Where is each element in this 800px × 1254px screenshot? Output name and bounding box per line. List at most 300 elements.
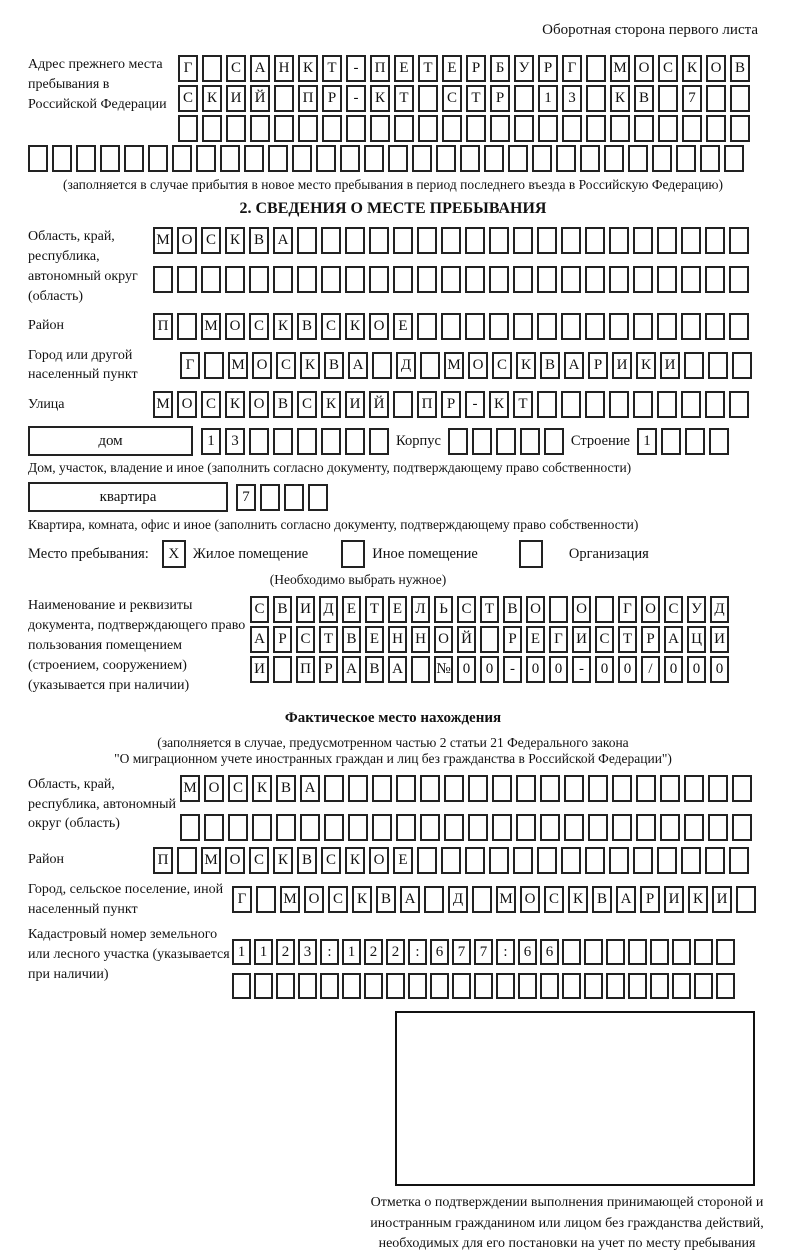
- char-box: [514, 85, 534, 112]
- char-box: [177, 266, 197, 293]
- char-box: [225, 266, 245, 293]
- document-row-3: [250, 656, 729, 683]
- char-box: В: [634, 85, 654, 112]
- char-box: А: [388, 656, 407, 683]
- char-box: [364, 973, 383, 999]
- char-box: [496, 973, 515, 999]
- korpus-label: Корпус: [396, 432, 441, 449]
- char-box: [396, 775, 416, 802]
- char-box: [612, 814, 632, 841]
- header-note: Оборотная сторона первого листа: [542, 22, 758, 38]
- char-box: [417, 313, 437, 340]
- char-box: [636, 775, 656, 802]
- fact-raion-group: [28, 847, 758, 874]
- char-box: И: [710, 626, 729, 653]
- char-box: [537, 266, 557, 293]
- char-box: [516, 775, 536, 802]
- char-box: 1: [201, 428, 221, 455]
- char-box: [681, 847, 701, 874]
- char-box: Е: [393, 313, 413, 340]
- char-box: [372, 775, 392, 802]
- char-box: М: [280, 886, 300, 913]
- char-box: [298, 973, 317, 999]
- char-box: [177, 847, 197, 874]
- char-box: [606, 939, 625, 965]
- char-box: [660, 775, 680, 802]
- char-box: [492, 775, 512, 802]
- char-box: Й: [250, 85, 270, 112]
- prev-address-section: [28, 55, 758, 142]
- char-box: [322, 115, 342, 142]
- char-box: [732, 814, 752, 841]
- char-box: :: [408, 939, 427, 965]
- char-box: М: [153, 227, 173, 254]
- char-box: [468, 814, 488, 841]
- char-box: Н: [411, 626, 430, 653]
- char-box: [490, 115, 510, 142]
- char-box: 6: [430, 939, 449, 965]
- char-box: Е: [526, 626, 545, 653]
- char-box: [700, 145, 720, 172]
- char-box: [684, 352, 704, 379]
- char-box: А: [250, 55, 270, 82]
- char-box: [634, 115, 654, 142]
- char-box: [537, 313, 557, 340]
- char-box: М: [201, 847, 221, 874]
- fact-gorod-row: [232, 886, 756, 913]
- char-box: [465, 266, 485, 293]
- char-box: №: [434, 656, 453, 683]
- char-box: С: [250, 596, 269, 623]
- char-box: [388, 145, 408, 172]
- char-box: [708, 814, 728, 841]
- char-box: Р: [322, 85, 342, 112]
- char-box: [420, 775, 440, 802]
- char-box: [708, 775, 728, 802]
- char-box: [561, 266, 581, 293]
- char-box: [244, 145, 264, 172]
- gorod-row: [180, 352, 752, 379]
- fact-intro-1: (заполняется в случае, предусмотренном частью 2 статьи 21 Федерального закона: [157, 734, 629, 750]
- char-box: [585, 227, 605, 254]
- char-box: [609, 266, 629, 293]
- char-box: [681, 313, 701, 340]
- char-box: [273, 428, 293, 455]
- char-box: О: [249, 391, 269, 418]
- char-box: 1: [254, 939, 273, 965]
- char-box: Т: [618, 626, 637, 653]
- char-box: [364, 145, 384, 172]
- char-box: [538, 115, 558, 142]
- char-box: Д: [710, 596, 729, 623]
- char-box: Г: [562, 55, 582, 82]
- char-box: Й: [457, 626, 476, 653]
- char-box: Р: [640, 886, 660, 913]
- char-box: [706, 85, 726, 112]
- checkbox-inoe: [341, 540, 365, 568]
- char-box: [369, 266, 389, 293]
- char-box: Т: [466, 85, 486, 112]
- dom-field-rect: дом: [28, 426, 193, 456]
- char-box: В: [273, 596, 292, 623]
- char-box: [394, 115, 414, 142]
- char-box: [513, 227, 533, 254]
- kadastr-row-2: [232, 973, 735, 999]
- char-box: М: [228, 352, 248, 379]
- char-box: О: [177, 227, 197, 254]
- char-box: И: [664, 886, 684, 913]
- char-box: С: [249, 313, 269, 340]
- char-box: [153, 266, 173, 293]
- char-box: [709, 428, 729, 455]
- char-box: К: [682, 55, 702, 82]
- char-box: К: [273, 313, 293, 340]
- char-box: [418, 115, 438, 142]
- char-box: [308, 484, 328, 511]
- char-box: М: [201, 313, 221, 340]
- char-box: [730, 85, 750, 112]
- char-box: -: [346, 55, 366, 82]
- char-box: В: [297, 313, 317, 340]
- char-box: О: [369, 313, 389, 340]
- char-box: О: [225, 313, 245, 340]
- char-box: [492, 814, 512, 841]
- char-box: М: [496, 886, 516, 913]
- checkbox-org: [519, 540, 543, 568]
- char-box: У: [514, 55, 534, 82]
- char-box: С: [228, 775, 248, 802]
- char-box: Т: [418, 55, 438, 82]
- char-box: И: [345, 391, 365, 418]
- char-box: С: [276, 352, 296, 379]
- char-box: [345, 428, 365, 455]
- kadastr-row-1: [232, 939, 735, 965]
- char-box: [345, 266, 365, 293]
- char-box: К: [345, 313, 365, 340]
- char-box: И: [226, 85, 246, 112]
- char-box: Г: [232, 886, 252, 913]
- char-box: С: [226, 55, 246, 82]
- char-box: В: [592, 886, 612, 913]
- char-box: -: [346, 85, 366, 112]
- char-box: [729, 313, 749, 340]
- char-box: Е: [442, 55, 462, 82]
- char-box: [585, 847, 605, 874]
- char-box: 0: [687, 656, 706, 683]
- char-box: [672, 939, 691, 965]
- char-box: С: [297, 391, 317, 418]
- char-box: О: [706, 55, 726, 82]
- opt-zhiloe-label: Жилое помещение: [192, 545, 309, 562]
- char-box: [724, 145, 744, 172]
- char-box: 0: [664, 656, 683, 683]
- char-box: Й: [369, 391, 389, 418]
- char-box: 3: [298, 939, 317, 965]
- char-box: [411, 656, 430, 683]
- char-box: Т: [365, 596, 384, 623]
- char-box: С: [296, 626, 315, 653]
- char-box: [633, 391, 653, 418]
- char-box: С: [178, 85, 198, 112]
- char-box: [249, 266, 269, 293]
- char-box: К: [352, 886, 372, 913]
- char-box: И: [572, 626, 591, 653]
- kvartira-cells: [236, 484, 328, 511]
- char-box: [562, 939, 581, 965]
- char-box: [513, 847, 533, 874]
- char-box: К: [568, 886, 588, 913]
- fact-oblast-label: Область, край, республика, автономный округ (область): [28, 776, 177, 832]
- char-box: [348, 775, 368, 802]
- char-box: [705, 227, 725, 254]
- char-box: К: [252, 775, 272, 802]
- fact-raion-row: [153, 847, 749, 874]
- char-box: С: [492, 352, 512, 379]
- char-box: В: [376, 886, 396, 913]
- char-box: [298, 115, 318, 142]
- char-box: В: [503, 596, 522, 623]
- char-box: [441, 313, 461, 340]
- char-box: [586, 55, 606, 82]
- char-box: [284, 484, 304, 511]
- char-box: [585, 313, 605, 340]
- char-box: О: [225, 847, 245, 874]
- char-box: К: [225, 391, 245, 418]
- char-box: М: [444, 352, 464, 379]
- char-box: [657, 847, 677, 874]
- char-box: [274, 85, 294, 112]
- mesto-label: Место пребывания:: [28, 545, 149, 562]
- char-box: 0: [457, 656, 476, 683]
- char-box: [489, 847, 509, 874]
- char-box: [556, 145, 576, 172]
- char-box: [518, 973, 537, 999]
- char-box: [561, 313, 581, 340]
- char-box: Т: [394, 85, 414, 112]
- char-box: А: [348, 352, 368, 379]
- char-box: [716, 973, 735, 999]
- char-box: [324, 814, 344, 841]
- char-box: П: [153, 847, 173, 874]
- char-box: [480, 626, 499, 653]
- fact-gorod-label: Город, сельское поселение, иной населенный пункт: [28, 881, 224, 917]
- gorod-group: [28, 346, 758, 386]
- char-box: [444, 775, 464, 802]
- char-box: С: [328, 886, 348, 913]
- char-box: К: [370, 85, 390, 112]
- stamp-caption: Отметка о подтверждении выполнения принимающей стороной и иностранным гражданином или лицом без гражданства действий, необходимых для его постановки на учет по месту пребывания: [370, 1195, 764, 1251]
- char-box: 1: [538, 85, 558, 112]
- char-box: [661, 428, 681, 455]
- char-box: В: [249, 227, 269, 254]
- char-box: Р: [490, 85, 510, 112]
- char-box: [172, 145, 192, 172]
- char-box: [628, 145, 648, 172]
- char-box: [472, 428, 492, 455]
- char-box: [732, 352, 752, 379]
- char-box: М: [610, 55, 630, 82]
- char-box: 3: [225, 428, 245, 455]
- char-box: Ц: [687, 626, 706, 653]
- char-box: [585, 391, 605, 418]
- char-box: [584, 939, 603, 965]
- char-box: [274, 115, 294, 142]
- char-box: Р: [319, 656, 338, 683]
- korpus-cells: [448, 428, 564, 455]
- char-box: С: [321, 847, 341, 874]
- char-box: О: [520, 886, 540, 913]
- char-box: [549, 596, 568, 623]
- char-box: :: [496, 939, 515, 965]
- char-box: [705, 391, 725, 418]
- char-box: [586, 85, 606, 112]
- char-box: В: [730, 55, 750, 82]
- char-box: [232, 973, 251, 999]
- char-box: [633, 847, 653, 874]
- char-box: 2: [364, 939, 383, 965]
- char-box: О: [526, 596, 545, 623]
- char-box: К: [636, 352, 656, 379]
- char-box: [540, 973, 559, 999]
- char-box: [516, 814, 536, 841]
- prev-address-row-3: [178, 115, 750, 142]
- char-box: [730, 115, 750, 142]
- char-box: К: [610, 85, 630, 112]
- fact-raion-label: Район: [28, 852, 64, 868]
- char-box: И: [712, 886, 732, 913]
- prev-address-row-4: [28, 145, 758, 172]
- char-box: О: [204, 775, 224, 802]
- char-box: [369, 428, 389, 455]
- char-box: К: [321, 391, 341, 418]
- char-box: [537, 391, 557, 418]
- char-box: Р: [588, 352, 608, 379]
- char-box: [348, 814, 368, 841]
- oblast-group: [28, 227, 758, 307]
- char-box: [676, 145, 696, 172]
- ulitsa-row: [153, 391, 749, 418]
- char-box: П: [153, 313, 173, 340]
- char-box: [430, 973, 449, 999]
- char-box: [228, 814, 248, 841]
- oblast-row-1: [153, 227, 749, 254]
- char-box: 0: [549, 656, 568, 683]
- char-box: С: [201, 227, 221, 254]
- char-box: 7: [682, 85, 702, 112]
- char-box: [342, 973, 361, 999]
- char-box: Т: [513, 391, 533, 418]
- char-box: [685, 428, 705, 455]
- char-box: [474, 973, 493, 999]
- char-box: Л: [411, 596, 430, 623]
- char-box: [682, 115, 702, 142]
- char-box: [324, 775, 344, 802]
- char-box: [532, 145, 552, 172]
- char-box: [292, 145, 312, 172]
- char-box: [250, 115, 270, 142]
- char-box: [273, 266, 293, 293]
- char-box: [178, 115, 198, 142]
- char-box: 6: [540, 939, 559, 965]
- char-box: П: [370, 55, 390, 82]
- char-box: А: [342, 656, 361, 683]
- char-box: А: [300, 775, 320, 802]
- char-box: С: [658, 55, 678, 82]
- char-box: К: [298, 55, 318, 82]
- char-box: [393, 391, 413, 418]
- char-box: [321, 227, 341, 254]
- char-box: В: [365, 656, 384, 683]
- char-box: С: [201, 391, 221, 418]
- char-box: С: [321, 313, 341, 340]
- char-box: [393, 227, 413, 254]
- checkbox-zhiloe: X: [162, 540, 186, 568]
- char-box: [595, 596, 614, 623]
- char-box: [660, 814, 680, 841]
- char-box: А: [273, 227, 293, 254]
- char-box: Р: [273, 626, 292, 653]
- char-box: /: [641, 656, 660, 683]
- fact-oblast-row-2: [180, 814, 752, 841]
- char-box: Г: [549, 626, 568, 653]
- char-box: [460, 145, 480, 172]
- char-box: [588, 775, 608, 802]
- char-box: [260, 484, 280, 511]
- kvartira-field-rect: квартира: [28, 482, 228, 512]
- char-box: [204, 814, 224, 841]
- char-box: [148, 145, 168, 172]
- char-box: И: [612, 352, 632, 379]
- char-box: [586, 115, 606, 142]
- ulitsa-label: Улица: [28, 396, 65, 412]
- char-box: О: [252, 352, 272, 379]
- char-box: У: [687, 596, 706, 623]
- char-box: Е: [393, 847, 413, 874]
- char-box: С: [664, 596, 683, 623]
- char-box: [100, 145, 120, 172]
- char-box: [202, 55, 222, 82]
- gorod-label: Город или другой населенный пункт: [28, 347, 138, 383]
- char-box: В: [324, 352, 344, 379]
- char-box: [340, 145, 360, 172]
- char-box: [736, 886, 756, 913]
- document-group: [28, 596, 758, 695]
- char-box: [417, 227, 437, 254]
- char-box: А: [664, 626, 683, 653]
- char-box: [484, 145, 504, 172]
- stroenie-label: Строение: [570, 432, 630, 449]
- char-box: К: [516, 352, 536, 379]
- char-box: 7: [236, 484, 256, 511]
- char-box: Е: [388, 596, 407, 623]
- char-box: [609, 391, 629, 418]
- char-box: [300, 814, 320, 841]
- char-box: [345, 227, 365, 254]
- char-box: Р: [641, 626, 660, 653]
- char-box: К: [345, 847, 365, 874]
- raion-group: [28, 313, 758, 340]
- char-box: -: [465, 391, 485, 418]
- char-box: [452, 973, 471, 999]
- char-box: 2: [386, 939, 405, 965]
- char-box: Д: [319, 596, 338, 623]
- stamp-area: [395, 1011, 755, 1186]
- char-box: Т: [322, 55, 342, 82]
- char-box: 3: [562, 85, 582, 112]
- char-box: [633, 227, 653, 254]
- char-box: [226, 115, 246, 142]
- kvartira-row: [28, 482, 758, 512]
